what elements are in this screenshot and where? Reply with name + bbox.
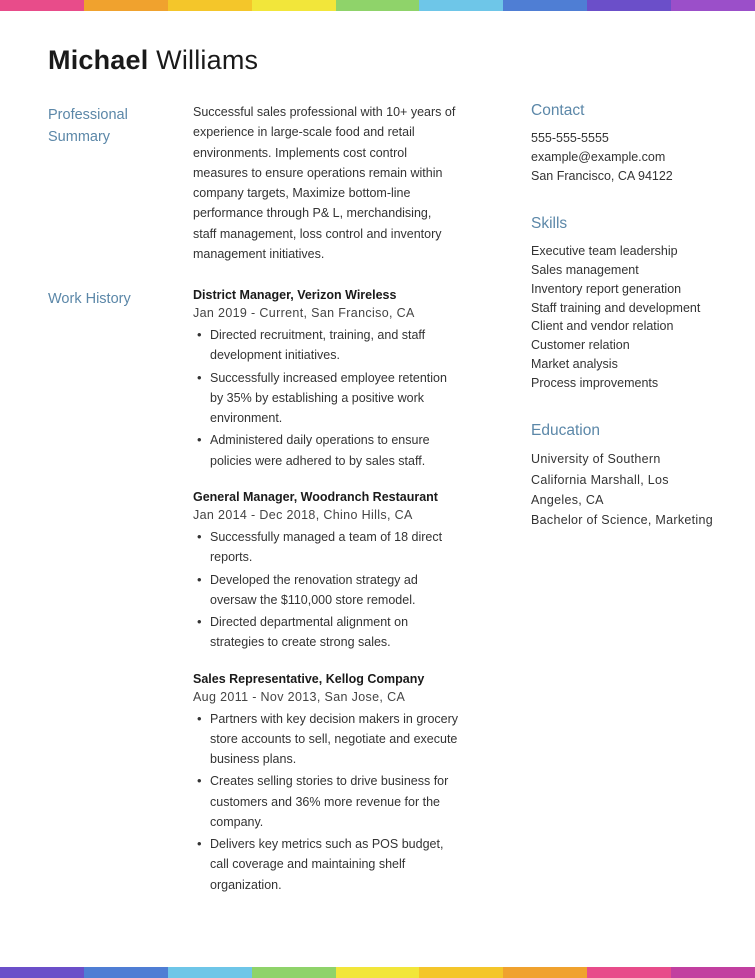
work-history-entries bbox=[173, 286, 458, 912]
list-item: • Partners with key decision makers in grocery store accounts to sell, negotiate and execute business plans. bbox=[210, 709, 458, 770]
stripe-segment-4 bbox=[336, 967, 420, 978]
skill-item: Sales management bbox=[531, 263, 639, 277]
stripe-segment-4 bbox=[336, 0, 420, 11]
contact-section bbox=[531, 102, 713, 185]
summary-text-col bbox=[173, 102, 458, 264]
bottom-color-stripe bbox=[0, 967, 755, 978]
summary-text: Successful sales professional with 10+ years of experience in large-scale food and retail environments. Implements cost control measures to ensure operations remain within company targets, Maximize bottom-line performance through P& L, merchandising, staff management, loss control and inventory management initiatives. bbox=[193, 105, 456, 261]
skill-item: Market analysis bbox=[531, 356, 618, 371]
last-name: Williams bbox=[156, 45, 259, 75]
job-bullets bbox=[193, 527, 458, 653]
skills-heading: Skills bbox=[531, 215, 568, 233]
summary-label-col bbox=[48, 102, 173, 149]
resume-columns bbox=[48, 102, 713, 912]
sidebar bbox=[478, 102, 713, 560]
stripe-segment-2 bbox=[168, 0, 252, 11]
work-history-section bbox=[48, 286, 478, 912]
first-name: Michael bbox=[48, 45, 149, 75]
job-dates: Aug 2011 - Nov 2013, San Jose, CA bbox=[193, 689, 406, 704]
stripe-segment-1 bbox=[84, 967, 168, 978]
skill-item: Process improvements bbox=[531, 375, 659, 390]
education-section bbox=[531, 422, 713, 530]
skill-item: Staff training and development bbox=[531, 300, 701, 315]
top-color-stripe bbox=[0, 0, 755, 11]
contact-phone: 555-555-5555 bbox=[531, 131, 609, 145]
education-heading: Education bbox=[531, 422, 600, 440]
summary-section bbox=[48, 102, 478, 264]
list-item: • Successfully increased employee retention by 35% by establishing a positive work environment. bbox=[210, 368, 458, 429]
stripe-segment-5 bbox=[419, 967, 503, 978]
work-history-label-col bbox=[48, 286, 173, 310]
skill-item: Executive team leadership bbox=[531, 244, 678, 259]
stripe-segment-7 bbox=[587, 0, 671, 11]
stripe-segment-8 bbox=[671, 0, 755, 11]
main-body bbox=[48, 102, 478, 912]
contact-email: example@example.com bbox=[531, 149, 666, 164]
work-history-label: Work History bbox=[48, 291, 131, 307]
stripe-segment-6 bbox=[503, 0, 587, 11]
stripe-segment-3 bbox=[252, 967, 336, 978]
page-title bbox=[48, 45, 713, 76]
resume-content bbox=[0, 11, 755, 967]
job-dates: Jan 2014 - Dec 2018, Chino Hills, CA bbox=[193, 508, 413, 522]
stripe-segment-2 bbox=[168, 967, 252, 978]
skill-item: Client and vendor relation bbox=[531, 319, 674, 334]
stripe-segment-0 bbox=[0, 967, 84, 978]
education-degree: Bachelor of Science, Marketing bbox=[531, 513, 714, 527]
skill-item: Inventory report generation bbox=[531, 281, 682, 296]
list-item: • Directed departmental alignment on strategies to create strong sales. bbox=[210, 612, 458, 653]
list-item: • Administered daily operations to ensure policies were adhered to by sales staff. bbox=[210, 430, 458, 471]
education-school: University of Southern California Marshall, Los Angeles, CA bbox=[531, 452, 669, 507]
job-title: General Manager, Woodranch Restaurant bbox=[193, 489, 438, 504]
stripe-segment-1 bbox=[84, 0, 168, 11]
job-bullets bbox=[193, 709, 458, 895]
skill-item: Customer relation bbox=[531, 338, 630, 352]
stripe-segment-0 bbox=[0, 0, 84, 11]
job-title: District Manager, Verizon Wireless bbox=[193, 288, 397, 302]
work-entry bbox=[193, 286, 458, 471]
list-item: • Delivers key metrics such as POS budget, call coverage and maintaining shelf organization. bbox=[210, 834, 458, 895]
job-dates: Jan 2019 - Current, San Franciso, CA bbox=[193, 306, 415, 321]
stripe-segment-6 bbox=[503, 967, 587, 978]
list-item: • Developed the renovation strategy ad oversaw the $110,000 store remodel. bbox=[210, 570, 458, 611]
stripe-segment-5 bbox=[419, 0, 503, 11]
summary-label: Professional Summary bbox=[48, 107, 128, 146]
list-item: • Creates selling stories to drive business for customers and 36% more revenue for the company. bbox=[210, 771, 458, 832]
contact-address: San Francisco, CA 94122 bbox=[531, 168, 673, 183]
list-item: • Directed recruitment, training, and staff development initiatives. bbox=[210, 325, 458, 366]
job-title: Sales Representative, Kellog Company bbox=[193, 671, 425, 686]
work-entry bbox=[193, 488, 458, 653]
job-bullets bbox=[193, 325, 458, 471]
stripe-segment-3 bbox=[252, 0, 336, 11]
list-item: • Successfully managed a team of 18 direct reports. bbox=[210, 527, 458, 568]
stripe-segment-8 bbox=[671, 967, 755, 978]
stripe-segment-7 bbox=[587, 967, 671, 978]
work-entry bbox=[193, 670, 458, 895]
skills-section bbox=[531, 215, 713, 392]
contact-heading: Contact bbox=[531, 102, 585, 119]
